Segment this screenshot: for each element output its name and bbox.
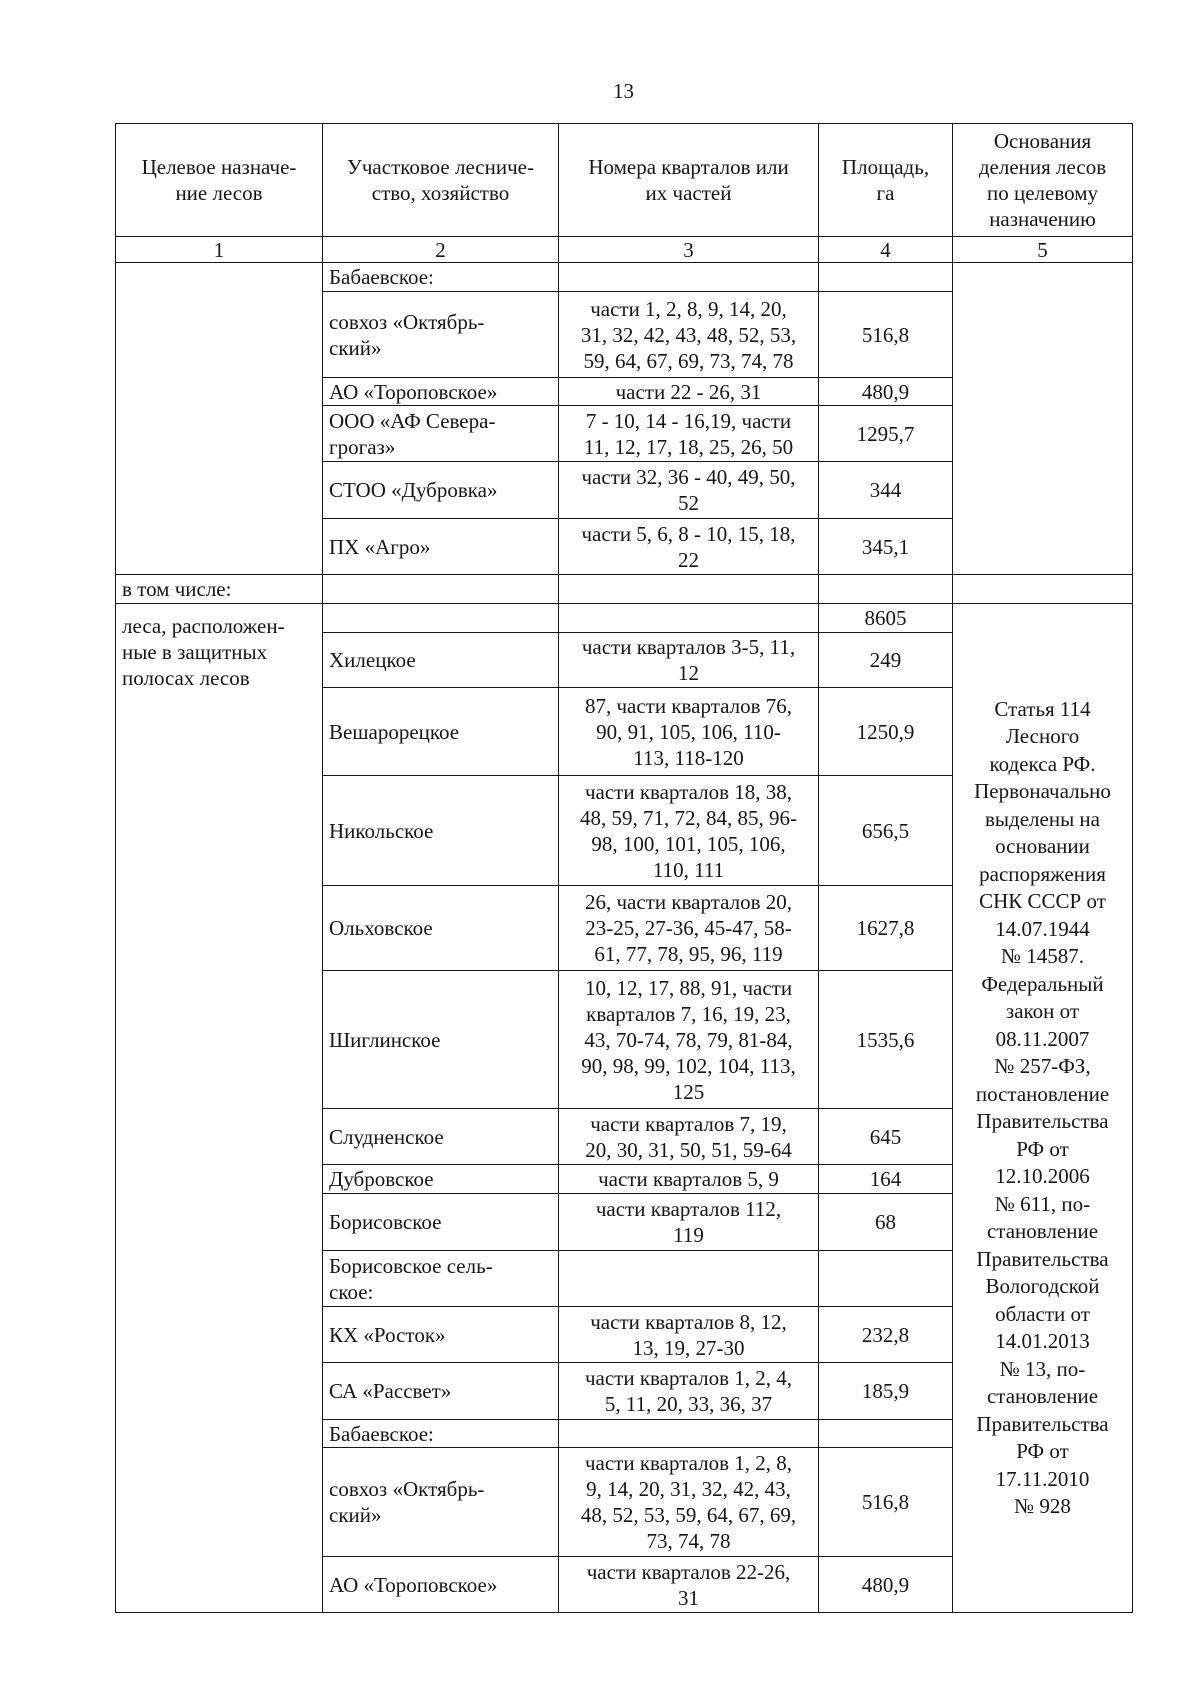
forestry-unit-cell: СА «Рассвет» <box>323 1363 559 1420</box>
quarters-cell: части 22 - 26, 31 <box>559 378 819 406</box>
area-cell: 1295,7 <box>819 406 953 462</box>
quarters-cell: части кварталов 1, 2, 4, 5, 11, 20, 33, 36, 37 <box>559 1363 819 1420</box>
area-cell: 249 <box>819 633 953 688</box>
table-row <box>116 263 1133 292</box>
header-area: Площадь, га <box>819 124 953 237</box>
quarters-cell <box>559 575 819 604</box>
forestry-unit-cell: Вешарорецкое <box>323 688 559 776</box>
area-cell: 68 <box>819 1194 953 1251</box>
forestry-unit-cell <box>323 604 559 633</box>
column-number: 5 <box>953 237 1133 263</box>
area-cell: 164 <box>819 1165 953 1194</box>
quarters-cell: части 1, 2, 8, 9, 14, 20, 31, 32, 42, 43, 48, 52, 53, 59, 64, 67, 69, 73, 74, 78 <box>559 292 819 378</box>
legal-basis-cell: Статья 114 Лесного кодекса РФ. Первоначально выделены на основании распоряжения СНК СССР от 14.07.1944 № 14587. Федеральный закон от 08.11.2007 № 257-ФЗ, постановление Правительства РФ от 12.10.2006 № 611, по- становление Правительства Вологодской области от 14.01.2013 № 13, по- становление Правительства РФ от 17.11.2010 № 928 <box>953 604 1133 1613</box>
forest-purpose-table <box>115 123 1133 1613</box>
column-number-row <box>116 237 1133 263</box>
quarters-cell: части кварталов 112, 119 <box>559 1194 819 1251</box>
quarters-cell: 26, части кварталов 20, 23-25, 27-36, 45-47, 58- 61, 77, 78, 95, 96, 119 <box>559 886 819 971</box>
quarters-cell: части 5, 6, 8 - 10, 15, 18, 22 <box>559 519 819 575</box>
quarters-cell: части 32, 36 - 40, 49, 50, 52 <box>559 462 819 519</box>
area-cell: 656,5 <box>819 776 953 886</box>
quarters-cell: 87, части кварталов 76, 90, 91, 105, 106, 110- 113, 118-120 <box>559 688 819 776</box>
area-cell <box>819 575 953 604</box>
forestry-unit-cell: Никольское <box>323 776 559 886</box>
forestry-unit-cell: АО «Тороповское» <box>323 378 559 406</box>
header-purpose: Целевое назначе- ние лесов <box>116 124 323 237</box>
area-cell: 344 <box>819 462 953 519</box>
area-cell: 480,9 <box>819 1557 953 1613</box>
quarters-cell: части кварталов 22-26, 31 <box>559 1557 819 1613</box>
purpose-cell-empty <box>116 263 323 575</box>
forestry-unit-cell: КХ «Росток» <box>323 1307 559 1363</box>
area-cell: 645 <box>819 1109 953 1165</box>
header-row <box>116 124 1133 237</box>
column-number: 2 <box>323 237 559 263</box>
area-cell: 480,9 <box>819 378 953 406</box>
forestry-unit-cell: Борисовское сель- ское: <box>323 1251 559 1307</box>
forestry-unit-cell: Борисовское <box>323 1194 559 1251</box>
area-cell: 1250,9 <box>819 688 953 776</box>
legal-basis-cell-empty <box>953 575 1133 604</box>
including-row <box>116 575 1133 604</box>
quarters-cell <box>559 1251 819 1307</box>
forestry-unit-cell <box>323 575 559 604</box>
area-cell <box>819 1420 953 1448</box>
total-area-cell: 8605 <box>819 604 953 633</box>
quarters-cell: части кварталов 1, 2, 8, 9, 14, 20, 31, 32, 42, 43, 48, 52, 53, 59, 64, 67, 69, 73, 74, 78 <box>559 1448 819 1557</box>
column-number: 4 <box>819 237 953 263</box>
quarters-cell: части кварталов 18, 38, 48, 59, 71, 72, 84, 85, 96- 98, 100, 101, 105, 106, 110, 111 <box>559 776 819 886</box>
quarters-cell: 10, 12, 17, 88, 91, части кварталов 7, 16, 19, 23, 43, 70-74, 78, 79, 81-84, 90, 98, 99, 102, 104, 113, 125 <box>559 971 819 1109</box>
forestry-unit-cell: Бабаевское: <box>323 1420 559 1448</box>
including-label: в том числе: <box>116 575 323 604</box>
forestry-unit-cell: Хилецкое <box>323 633 559 688</box>
forestry-unit-cell: ПХ «Агро» <box>323 519 559 575</box>
header-quarters: Номера кварталов или их частей <box>559 124 819 237</box>
area-cell: 345,1 <box>819 519 953 575</box>
purpose-cell: леса, расположен- ные в защитных полосах лесов <box>116 604 323 1613</box>
area-cell: 232,8 <box>819 1307 953 1363</box>
quarters-cell <box>559 604 819 633</box>
table-row <box>116 604 1133 633</box>
quarters-cell: части кварталов 7, 19, 20, 30, 31, 50, 51, 59-64 <box>559 1109 819 1165</box>
quarters-cell: части кварталов 8, 12, 13, 19, 27-30 <box>559 1307 819 1363</box>
forestry-unit-cell: Шиглинское <box>323 971 559 1109</box>
header-legal-basis: Основания деления лесов по целевому назначению <box>953 124 1133 237</box>
quarters-cell: части кварталов 3-5, 11, 12 <box>559 633 819 688</box>
column-number: 3 <box>559 237 819 263</box>
forestry-unit-cell: совхоз «Октябрь- ский» <box>323 292 559 378</box>
area-cell: 1627,8 <box>819 886 953 971</box>
forestry-unit-cell: АО «Тороповское» <box>323 1557 559 1613</box>
quarters-cell <box>559 263 819 292</box>
area-cell: 1535,6 <box>819 971 953 1109</box>
forestry-unit-cell: Дубровское <box>323 1165 559 1194</box>
quarters-cell: части кварталов 5, 9 <box>559 1165 819 1194</box>
area-cell: 516,8 <box>819 292 953 378</box>
legal-basis-cell-empty <box>953 263 1133 575</box>
forestry-unit-cell: Ольховское <box>323 886 559 971</box>
column-number: 1 <box>116 237 323 263</box>
forestry-unit-cell: ООО «АФ Севера- грогаз» <box>323 406 559 462</box>
header-forestry-unit: Участковое лесниче- ство, хозяйство <box>323 124 559 237</box>
area-cell <box>819 263 953 292</box>
area-cell: 185,9 <box>819 1363 953 1420</box>
quarters-cell <box>559 1420 819 1448</box>
forestry-unit-cell: Бабаевское: <box>323 263 559 292</box>
forestry-unit-cell: Слудненское <box>323 1109 559 1165</box>
page-number: 13 <box>613 79 634 103</box>
forestry-unit-cell: совхоз «Октябрь- ский» <box>323 1448 559 1557</box>
area-cell <box>819 1251 953 1307</box>
forestry-unit-cell: СТОО «Дубровка» <box>323 462 559 519</box>
quarters-cell: 7 - 10, 14 - 16,19, части 11, 12, 17, 18, 25, 26, 50 <box>559 406 819 462</box>
area-cell: 516,8 <box>819 1448 953 1557</box>
